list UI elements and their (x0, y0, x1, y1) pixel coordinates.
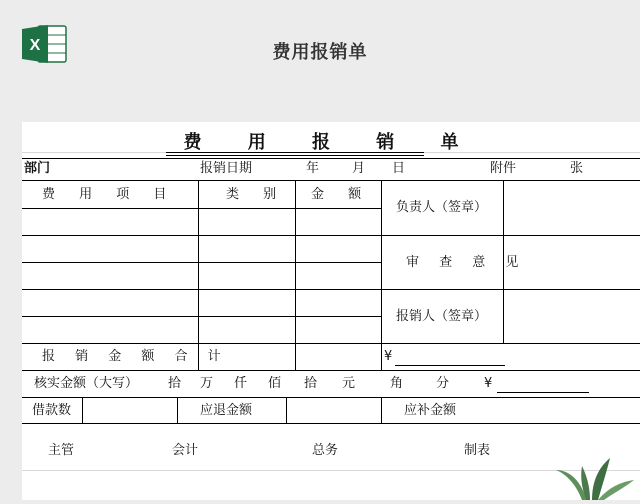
date-label: 报销日期 (200, 161, 253, 176)
verified-amount-label: 核实金额（大写） (34, 376, 139, 391)
unit-yuan: 元 (342, 376, 356, 391)
claimant-signature-label: 报销人（签章） (396, 309, 488, 324)
expense-form-sheet (22, 122, 640, 500)
general-affairs-label: 总务 (312, 443, 339, 458)
review-opinion-label: 审 查 意 见 (406, 255, 527, 270)
supplement-amount-label: 应补金额 (404, 403, 457, 418)
plant-decoration (552, 448, 640, 500)
form-title: 费 用 报 销 单 (183, 132, 479, 153)
unit-bai: 佰 (268, 376, 282, 391)
unit-shi-2: 拾 (304, 376, 318, 391)
unit-jiao: 角 (390, 376, 404, 391)
unit-wan: 万 (200, 376, 214, 391)
year-label: 年 (306, 161, 320, 176)
accountant-label: 会计 (172, 443, 199, 458)
loan-amount-label: 借款数 (32, 403, 72, 418)
unit-fen: 分 (436, 376, 450, 391)
excel-icon-letter: X (29, 37, 41, 54)
verified-yen-symbol: ¥ (484, 376, 493, 391)
column-header-amount: 金 额 (311, 187, 372, 202)
unit-qian: 仟 (234, 376, 248, 391)
column-header-item: 费 用 项 目 (42, 187, 177, 202)
sheets-unit: 张 (570, 161, 584, 176)
total-yen-symbol: ¥ (384, 349, 393, 364)
total-amount-label: 报 销 金 额 合 计 (42, 349, 229, 364)
day-label: 日 (392, 161, 406, 176)
department-label: 部门 (24, 161, 51, 176)
page-title: 费用报销单 (272, 42, 368, 63)
unit-shi: 拾 (168, 376, 182, 391)
responsible-signature-label: 负责人（签章） (396, 200, 488, 215)
month-label: 月 (352, 161, 366, 176)
supervisor-label: 主管 (48, 443, 75, 458)
preparer-label: 制表 (464, 443, 491, 458)
column-header-category: 类 别 (226, 187, 287, 202)
refund-amount-label: 应退金额 (200, 403, 253, 418)
attachment-label: 附件 (490, 161, 517, 176)
